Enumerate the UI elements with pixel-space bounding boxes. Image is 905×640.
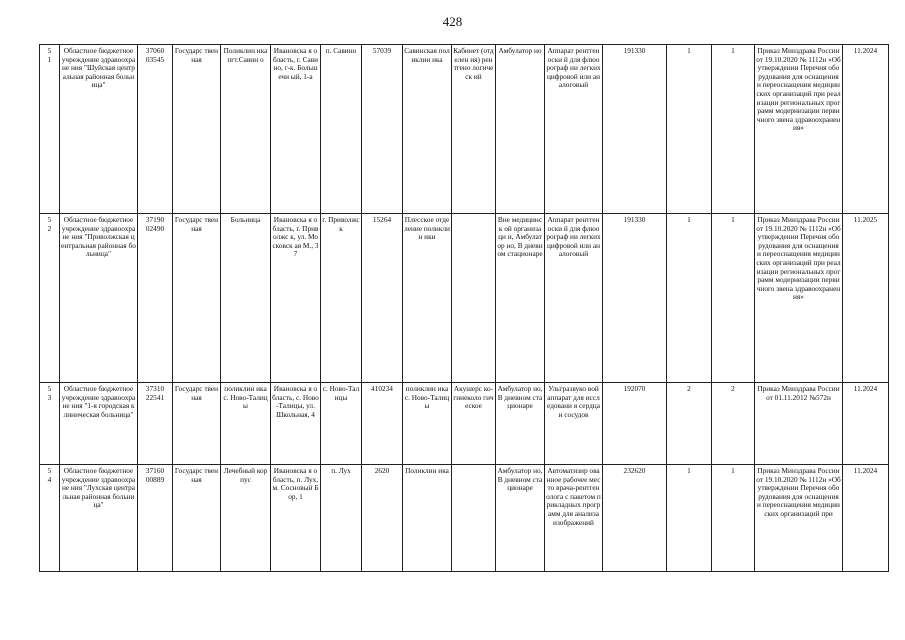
address-cell: Ивановска я область, с. Ново-Талицы, ул. Школьная, 4 <box>271 383 321 465</box>
locality-cell: с. Ново-Талицы <box>321 383 362 465</box>
quantity-cell: 1 <box>667 465 712 572</box>
date-cell: 11.2024 <box>843 383 889 465</box>
unit-cell: Поликлин ика пгт.Савин о <box>221 45 271 214</box>
okpd-code-cell: 191330 <box>603 45 667 214</box>
room-cell <box>452 214 496 383</box>
row-number-cell: 5 1 <box>40 45 60 214</box>
room-cell <box>452 465 496 572</box>
room-cell: Акушерс ко-гинеколо гическое <box>452 383 496 465</box>
ownership-cell: Государс твенная <box>173 214 221 383</box>
address-cell: Ивановска я область, п. Лух, м. Сосновый Бор, 1 <box>271 465 321 572</box>
quantity-cell: 1 <box>712 45 755 214</box>
room-cell: Кабинет (отделен ия) рентгено логическ ий <box>452 45 496 214</box>
department-cell: Савинская поликлин ика <box>403 45 452 214</box>
organization-cell: Областное бюджетное учреждение здравоохране ния "Лухская центральная районная больница" <box>60 465 138 572</box>
population-cell: 2620 <box>362 465 403 572</box>
population-cell: 410234 <box>362 383 403 465</box>
care-conditions-cell: Амбулатор но <box>496 45 545 214</box>
quantity-cell: 1 <box>667 45 712 214</box>
okpd-code-cell: 192070 <box>603 383 667 465</box>
unit-cell: Больница <box>221 214 271 383</box>
equipment-cell: Ультразвуко вой аппарат для исследовани я сердца и сосудов <box>545 383 603 465</box>
code-cell: 37190 02490 <box>138 214 173 383</box>
date-cell: 11.2024 <box>843 465 889 572</box>
table-row <box>40 214 889 383</box>
department-cell: Поликлин ика <box>403 465 452 572</box>
organization-cell: Областное бюджетное учреждение здравоохране ния "Приволжская центральная районная больница" <box>60 214 138 383</box>
address-cell: Ивановска я область, г. Приволжс к, ул. Московск ая М., 37 <box>271 214 321 383</box>
quantity-cell: 1 <box>712 214 755 383</box>
equipment-cell: Аппарат рентгеноски й для флюорограф ии легких цифровой или аналоговый <box>545 214 603 383</box>
locality-cell: п. Лух <box>321 465 362 572</box>
table-row <box>40 45 889 214</box>
organization-cell: Областное бюджетное учреждение здравоохране ния "1-я городская клиническая больница" <box>60 383 138 465</box>
table-row <box>40 383 889 465</box>
ownership-cell: Государс твенная <box>173 45 221 214</box>
okpd-code-cell: 232620 <box>603 465 667 572</box>
care-conditions-cell: Вне медицинск ой организаци и, Амбулатор но, В дневном стационаре <box>496 214 545 383</box>
equipment-cell: Аппарат рентгеноски й для флюорограф ии легких цифровой или аналоговый <box>545 45 603 214</box>
row-number-cell: 5 4 <box>40 465 60 572</box>
basis-cell: Приказ Минздрава России от 01.11.2012 №572н <box>755 383 843 465</box>
department-cell: поликлин ика с. Ново-Талицы <box>403 383 452 465</box>
population-cell: 15264 <box>362 214 403 383</box>
ownership-cell: Государс твенная <box>173 465 221 572</box>
equipment-table <box>39 44 889 572</box>
unit-cell: поликлин ика с. Ново-Талицы <box>221 383 271 465</box>
quantity-cell: 1 <box>712 465 755 572</box>
quantity-cell: 2 <box>712 383 755 465</box>
basis-cell: Приказ Минздрава России от 19.10.2020 № 1112н «Об утверждении Перечня оборудования для оснащения и переоснащения медицинских организаций при <box>755 465 843 572</box>
address-cell: Ивановска я область, г. Савино, г-к. Большечи ый, 1-а <box>271 45 321 214</box>
equipment-cell: Автоматизир ованное рабочее место врача-рентгенолога с пакетом прикладных программ для анализа изображений <box>545 465 603 572</box>
okpd-code-cell: 191330 <box>603 214 667 383</box>
row-number-cell: 5 2 <box>40 214 60 383</box>
ownership-cell: Государс твенная <box>173 383 221 465</box>
basis-cell: Приказ Минздрава России от 19.10.2020 № 1112н «Об утверждении Перечня оборудования для оснащения и переоснащения медицинских организаций при реализации региональных программ модернизации первичного звена здравоохранения» <box>755 214 843 383</box>
department-cell: Плесское отделение поликлин ики <box>403 214 452 383</box>
organization-cell: Областное бюджетное учреждение здравоохране ния "Шуйская центральная районная больница" <box>60 45 138 214</box>
basis-cell: Приказ Минздрава России от 19.10.2020 № 1112н «Об утверждении Перечня оборудования для оснащения и переоснащения медицинских организаций при реализации региональных программ модернизации первичного звена здравоохранения» <box>755 45 843 214</box>
quantity-cell: 2 <box>667 383 712 465</box>
locality-cell: п. Савино <box>321 45 362 214</box>
quantity-cell: 1 <box>667 214 712 383</box>
page-number: 428 <box>442 14 463 29</box>
care-conditions-cell: Амбулатор но, В дневном стационаре <box>496 465 545 572</box>
locality-cell: г. Приволжск <box>321 214 362 383</box>
population-cell: 57039 <box>362 45 403 214</box>
code-cell: 37310 22541 <box>138 383 173 465</box>
unit-cell: Лечебный корпус <box>221 465 271 572</box>
row-number-cell: 5 3 <box>40 383 60 465</box>
code-cell: 37160 00889 <box>138 465 173 572</box>
date-cell: 11.2024 <box>843 45 889 214</box>
table-row <box>40 465 889 572</box>
code-cell: 37060 03545 <box>138 45 173 214</box>
date-cell: 11.2025 <box>843 214 889 383</box>
care-conditions-cell: Амбулатор но, В дневном стационаре <box>496 383 545 465</box>
